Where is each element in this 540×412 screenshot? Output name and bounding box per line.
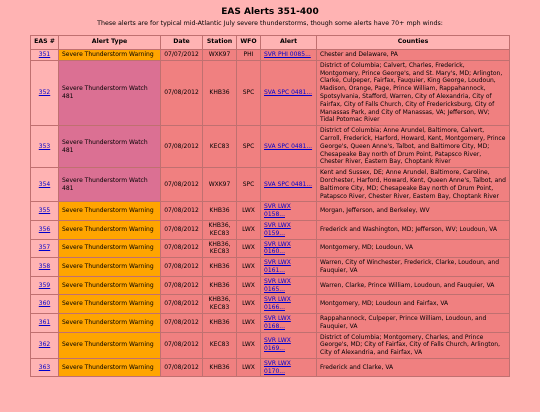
date-cell: 07/08/2012 (161, 358, 203, 377)
eas-number-cell (31, 60, 59, 125)
alert-type-cell: Severe Thunderstorm Warning (59, 332, 161, 358)
header-station: Station (203, 36, 237, 50)
date-cell: 07/08/2012 (161, 60, 203, 125)
date-cell: 07/08/2012 (161, 126, 203, 168)
eas-number-cell (31, 276, 59, 295)
alert-cell (261, 168, 317, 202)
eas-number-cell (31, 220, 59, 239)
counties-cell: Warren, City of Winchester, Frederick, Clarke, Loudoun, and Fauquier, VA (317, 258, 510, 277)
alert-cell (261, 276, 317, 295)
date-cell: 07/08/2012 (161, 202, 203, 221)
header-eas: EAS # (31, 36, 59, 50)
eas-number-cell (31, 239, 59, 258)
eas-number-cell (31, 168, 59, 202)
header-wfo: WFO (237, 36, 261, 50)
eas-number-cell (31, 126, 59, 168)
station-cell: WXK97 (203, 50, 237, 61)
eas-number-link[interactable]: 353 (38, 142, 51, 150)
eas-number-link[interactable]: 360 (38, 300, 51, 308)
station-cell: KHB36 (203, 258, 237, 277)
station-cell: WXK97 (203, 168, 237, 202)
alert-cell (261, 220, 317, 239)
eas-number-link[interactable]: 359 (38, 281, 51, 289)
wfo-cell: PHI (237, 50, 261, 61)
station-cell: KHB36 (203, 276, 237, 295)
eas-number-link[interactable]: 354 (38, 180, 51, 188)
station-cell: KHB36, KEC83 (203, 295, 237, 314)
alert-cell (261, 60, 317, 125)
table-row (31, 313, 510, 332)
date-cell: 07/08/2012 (161, 332, 203, 358)
counties-cell: District of Columbia; Anne Arundel, Baltimore, Calvert, Carroll, Frederick, Harford, Howard, Kent, Montgomery, Prince George's, Queen Anne's, Talbot, and Baltimore City, MD; Chesapeake Bay north of Drum Point, Patapsco River, Chester River, Eastern Bay, Choptank River (317, 126, 510, 168)
counties-cell: Frederick and Washington, MD; Jefferson, WV; Loudoun, VA (317, 220, 510, 239)
alert-link[interactable]: SVR LWX 0165... (264, 277, 291, 293)
table-row (31, 332, 510, 358)
eas-number-cell (31, 313, 59, 332)
eas-number-cell (31, 202, 59, 221)
alert-link[interactable]: SVR PHI 0085... (264, 51, 311, 58)
eas-number-link[interactable]: 362 (38, 341, 51, 349)
station-cell: KHB36, KEC83 (203, 220, 237, 239)
alert-cell (261, 332, 317, 358)
table-row (31, 239, 510, 258)
eas-number-cell (31, 358, 59, 377)
alert-type-cell: Severe Thunderstorm Watch 481 (59, 60, 161, 125)
station-cell: KEC83 (203, 126, 237, 168)
station-cell: KEC83 (203, 332, 237, 358)
wfo-cell: LWX (237, 332, 261, 358)
alert-link[interactable]: SVR LWX 0169... (264, 337, 291, 353)
alert-link[interactable]: SVR LWX 0160... (264, 240, 291, 256)
counties-cell: Montgomery, MD; Loudoun and Fairfax, VA (317, 295, 510, 314)
alert-cell (261, 50, 317, 61)
alert-link[interactable]: SVR LWX 0166... (264, 296, 291, 312)
eas-number-cell (31, 50, 59, 61)
eas-number-link[interactable]: 358 (38, 263, 51, 271)
page-title: EAS Alerts 351-400 (221, 7, 319, 17)
header-alert-type: Alert Type (59, 36, 161, 50)
table-row (31, 60, 510, 125)
alert-cell (261, 295, 317, 314)
date-cell: 07/08/2012 (161, 313, 203, 332)
counties-cell: Montgomery, MD; Loudoun, VA (317, 239, 510, 258)
eas-number-link[interactable]: 361 (38, 318, 51, 326)
date-cell: 07/08/2012 (161, 239, 203, 258)
alert-cell (261, 239, 317, 258)
wfo-cell: LWX (237, 202, 261, 221)
station-cell: KHB36, KEC83 (203, 239, 237, 258)
eas-number-link[interactable]: 352 (38, 89, 51, 97)
alert-link[interactable]: SVA SPC 0481... (264, 180, 313, 188)
counties-cell: Morgan, Jefferson, and Berkeley, WV (317, 202, 510, 221)
alert-link[interactable]: SVR LWX 0161... (264, 259, 291, 274)
table-row (31, 50, 510, 61)
alert-link[interactable]: SVR LWX 0170... (264, 359, 291, 375)
date-cell: 07/08/2012 (161, 258, 203, 277)
alert-type-cell: Severe Thunderstorm Warning (59, 239, 161, 258)
alert-type-cell: Severe Thunderstorm Warning (59, 220, 161, 239)
alert-type-cell: Severe Thunderstorm Warning (59, 258, 161, 277)
alert-type-cell: Severe Thunderstorm Warning (59, 313, 161, 332)
eas-number-cell (31, 295, 59, 314)
wfo-cell: SPC (237, 126, 261, 168)
counties-cell: Kent and Sussex, DE; Anne Arundel, Baltimore, Caroline, Dorchester, Harford, Howard, Kent, Queen Anne's, Talbot, and Baltimore City, MD; Chesapeake Bay north of Drum Point, Patapsco River, Chester River, Eastern Bay, Choptank River (317, 168, 510, 202)
alert-link[interactable]: SVR LWX 0168... (264, 314, 291, 330)
alert-cell (261, 358, 317, 377)
eas-number-link[interactable]: 355 (38, 207, 51, 215)
counties-cell: Frederick and Clarke, VA (317, 358, 510, 377)
eas-number-link[interactable]: 357 (38, 244, 51, 252)
wfo-cell: SPC (237, 168, 261, 202)
wfo-cell: LWX (237, 220, 261, 239)
alert-type-cell: Severe Thunderstorm Warning (59, 358, 161, 377)
table-row (31, 276, 510, 295)
alert-cell (261, 202, 317, 221)
station-cell: KHB36 (203, 358, 237, 377)
table-header-row (31, 36, 510, 50)
wfo-cell: LWX (237, 258, 261, 277)
alert-cell (261, 126, 317, 168)
station-cell: KHB36 (203, 313, 237, 332)
alert-link[interactable]: SVA SPC 0481... (264, 142, 313, 150)
alert-type-cell: Severe Thunderstorm Warning (59, 202, 161, 221)
station-cell: KHB36 (203, 60, 237, 125)
wfo-cell: LWX (237, 358, 261, 377)
table-row (31, 358, 510, 377)
alert-type-cell: Severe Thunderstorm Watch 481 (59, 126, 161, 168)
station-cell: KHB36 (203, 202, 237, 221)
counties-cell: Warren, Clarke, Prince William, Loudoun, and Fauquier, VA (317, 276, 510, 295)
alert-cell (261, 313, 317, 332)
alert-type-cell: Severe Thunderstorm Warning (59, 276, 161, 295)
eas-number-link[interactable]: 356 (38, 225, 51, 233)
table-row (31, 126, 510, 168)
counties-cell: Chester and Delaware, PA (317, 50, 510, 61)
wfo-cell: SPC (237, 60, 261, 125)
counties-cell: District of Columbia; Montgomery, Charles, and Prince George's, MD; City of Fairfax, City of Falls Church, Arlington, City of Alexandria, and Fairfax, VA (317, 332, 510, 358)
alert-link[interactable]: SVR LWX 0158... (264, 203, 291, 219)
counties-cell: Rappahannock, Culpeper, Prince William, Loudoun, and Fauquier, VA (317, 313, 510, 332)
date-cell: 07/08/2012 (161, 168, 203, 202)
table-row (31, 168, 510, 202)
table-row (31, 258, 510, 277)
eas-number-cell (31, 258, 59, 277)
alert-type-cell: Severe Thunderstorm Warning (59, 50, 161, 61)
wfo-cell: LWX (237, 313, 261, 332)
alert-link[interactable]: SVA SPC 0481... (264, 89, 313, 97)
table-row (31, 220, 510, 239)
date-cell: 07/07/2012 (161, 50, 203, 61)
alert-type-cell: Severe Thunderstorm Watch 481 (59, 168, 161, 202)
alert-type-cell: Severe Thunderstorm Warning (59, 295, 161, 314)
table-row (31, 295, 510, 314)
date-cell: 07/08/2012 (161, 295, 203, 314)
eas-number-link[interactable]: 351 (38, 51, 51, 58)
header-alert: Alert (261, 36, 317, 50)
eas-number-cell (31, 332, 59, 358)
wfo-cell: LWX (237, 295, 261, 314)
date-cell: 07/08/2012 (161, 220, 203, 239)
alert-link[interactable]: SVR LWX 0159... (264, 221, 291, 237)
wfo-cell: LWX (237, 239, 261, 258)
counties-cell: District of Columbia; Calvert, Charles, Frederick, Montgomery, Prince George's, and St. Mary's, MD; Arlington, Clarke, Culpeper, Fairfax, Fauquier, King George, Loudoun, Madison, Orange, Page, Prince William, Rappahannock, Spotsylvania, Stafford, Warren, City of Alexandria, City of Fairfax, City of Falls Church, City of Fredericksburg, City of Manassas Park, and City of Manassas, VA; Jefferson, WV; Tidal Potomac River (317, 60, 510, 125)
alert-cell (261, 258, 317, 277)
header-counties: Counties (317, 36, 510, 50)
alerts-table (30, 35, 510, 377)
eas-number-link[interactable]: 363 (38, 363, 51, 371)
page-subtitle: These alerts are for typical mid-Atlantic July severe thunderstorms, though some alerts have 70+ mph winds: (97, 20, 443, 27)
date-cell: 07/08/2012 (161, 276, 203, 295)
table-row (31, 202, 510, 221)
header-date: Date (161, 36, 203, 50)
wfo-cell: LWX (237, 276, 261, 295)
